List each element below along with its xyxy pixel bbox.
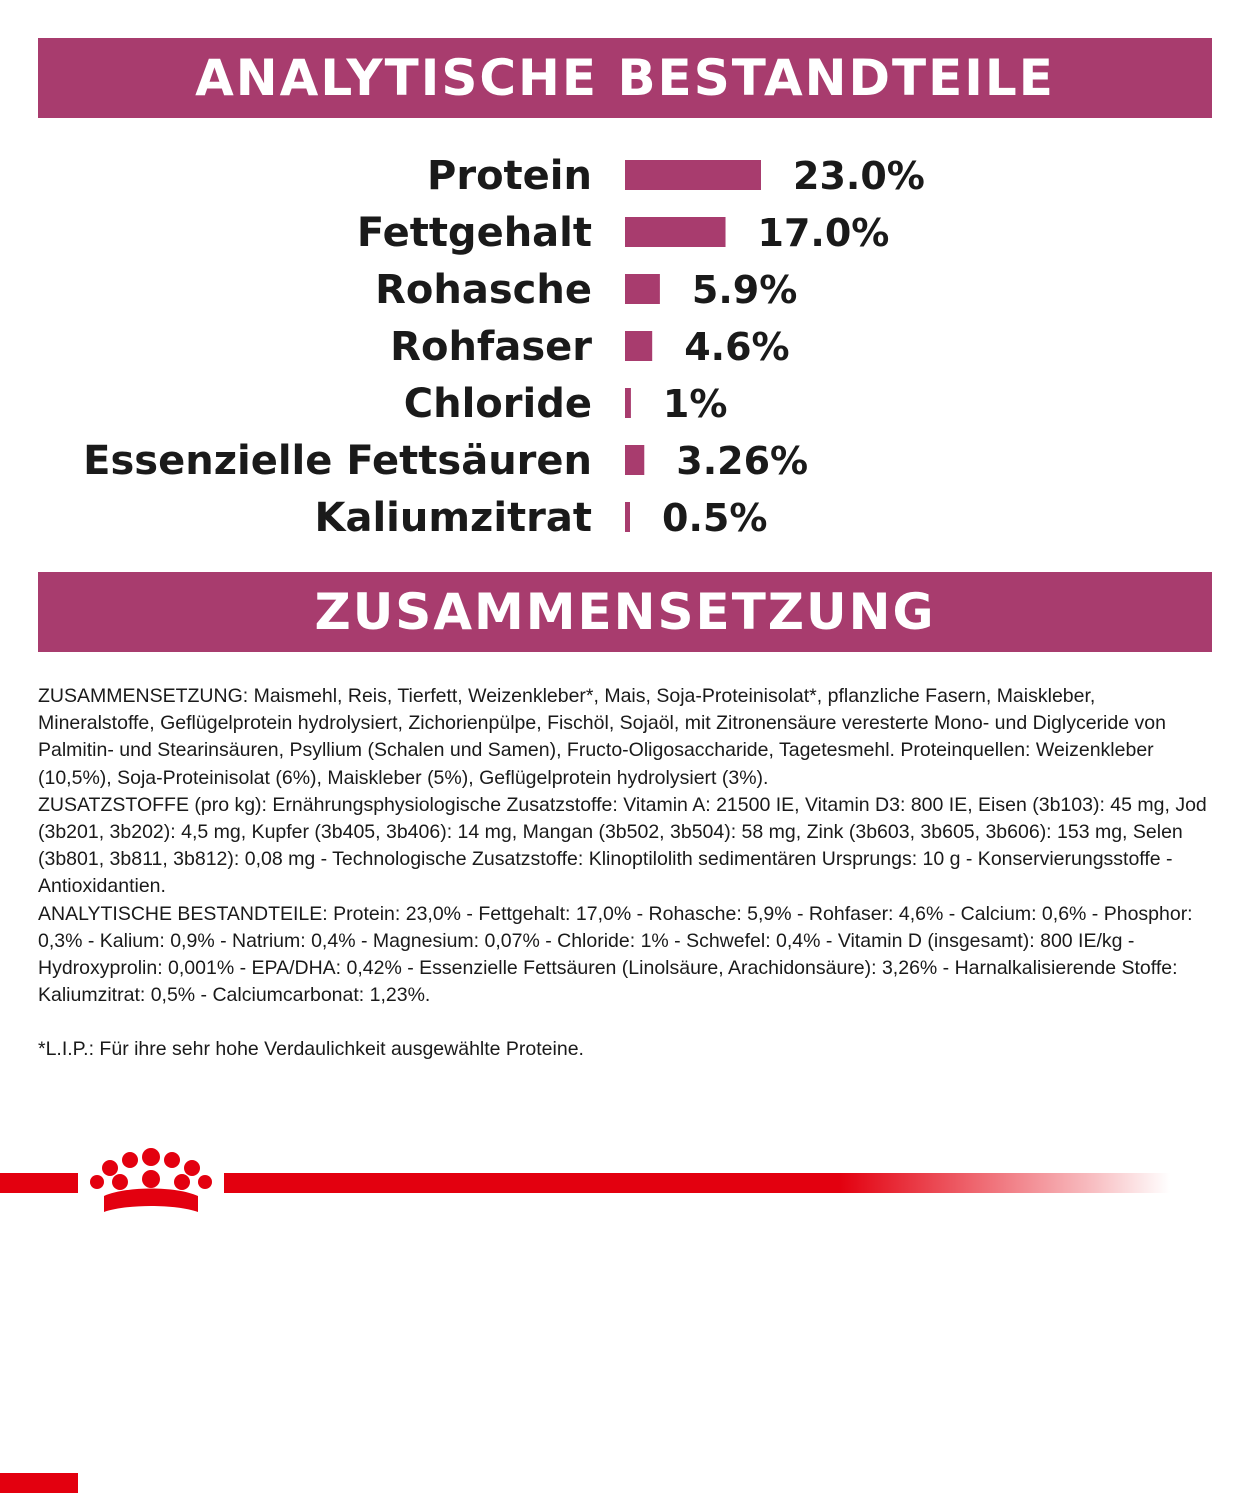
royal-canin-crown-icon — [86, 1146, 216, 1220]
category-label: Kaliumzitrat — [314, 495, 592, 541]
composition-header-banner — [38, 572, 1212, 652]
brand-line-left — [0, 1173, 78, 1193]
category-label: Essenzielle Fettsäuren — [83, 438, 592, 484]
bar — [625, 160, 761, 190]
analytics-header-banner — [38, 38, 1212, 118]
composition-paragraph-ingredients: ZUSAMMENSETZUNG: Maismehl, Reis, Tierfett, Weizenkleber*, Mais, Soja-Proteinisolat*, pflanzliche Fasern, Maiskleber, Mineralstoffe, Geflügelprotein hydrolysiert, Zichorienpülpe, Fischöl, Sojaöl, mit Zitronensäure veresterte Mono- und Diglyceride von Palmitin- und Stearinsäuren, Psyllium (Schalen und Samen), Fructo-Oligosaccharide, Tagetesmehl. Proteinquellen: Weizenkleber (10,5%), Soja-Proteinisolat (6%), Maiskleber (5%), Geflügelprotein hydrolysiert (3%). — [38, 685, 1166, 789]
bar — [625, 445, 644, 475]
brand-line-left — [0, 1473, 78, 1493]
brand-line-right — [224, 1173, 1170, 1193]
value-label: 1% — [662, 382, 728, 426]
value-label: 5.9% — [691, 268, 798, 312]
value-label: 3.26% — [676, 439, 809, 483]
bar — [625, 331, 652, 361]
composition-paragraph-additives: ZUSATZSTOFFE (pro kg): Ernährungsphysiologische Zusatzstoffe: Vitamin A: 21500 IE, Vitamin D3: 800 IE, Eisen (3b103): 45 mg, Jod (3b201, 3b202): 4,5 mg, Kupfer (3b405, 3b406): 14 mg, Mangan (3b502, 3b504): 58 mg, Zink (3b603, 3b605, 3b606): 153 mg, Selen (3b801, 3b811, 3b812): 0,08 mg - Technologische Zusatzstoffe: Klinoptilolith sedimentären Ursprungs: 10 g - Konservierungsstoffe - Antioxidantien. — [38, 793, 1207, 898]
composition-text-block — [38, 683, 1213, 1064]
composition-footnote: *L.I.P.: Für ihre sehr hohe Verdaulichkeit ausgewählte Proteine. — [38, 1038, 584, 1061]
composition-paragraph-analytics: ANALYTISCHE BESTANDTEILE: Protein: 23,0% - Fettgehalt: 17,0% - Rohasche: 5,9% - Rohfaser: 4,6% - Calcium: 0,6% - Phosphor: 0,3% - Kalium: 0,9% - Natrium: 0,4% - Magnesium: 0,07% - Chloride: 1% - Schwefel: 0,4% - Vitamin D (insgesamt): 800 IE/kg - Hydroxyprolin: 0,001% - EPA/DHA: 0,42% - Essenzielle Fettsäuren (Linolsäure, Arachidonsäure): 3,26% - Harnalkalisierende Stoffe: Kaliumzitrat: 0,5% - Calciumcarbonat: 1,23%. — [38, 902, 1193, 1007]
composition-title: ZUSAMMENSETZUNG — [314, 583, 936, 641]
category-label: Rohfaser — [390, 324, 592, 370]
category-label: Fettgehalt — [356, 210, 592, 256]
category-label: Protein — [427, 153, 592, 199]
bar — [625, 502, 630, 532]
bar — [625, 217, 726, 247]
value-label: 17.0% — [757, 211, 890, 255]
bar — [625, 388, 631, 418]
analytics-title: ANALYTISCHE BESTANDTEILE — [195, 49, 1055, 107]
category-label: Rohasche — [375, 267, 592, 313]
category-label: Chloride — [403, 381, 592, 427]
value-label: 23.0% — [793, 154, 925, 198]
value-label: 4.6% — [684, 325, 790, 369]
bar — [625, 274, 660, 304]
nutrient-bar-chart — [0, 140, 1250, 550]
value-label: 0.5% — [662, 496, 768, 540]
